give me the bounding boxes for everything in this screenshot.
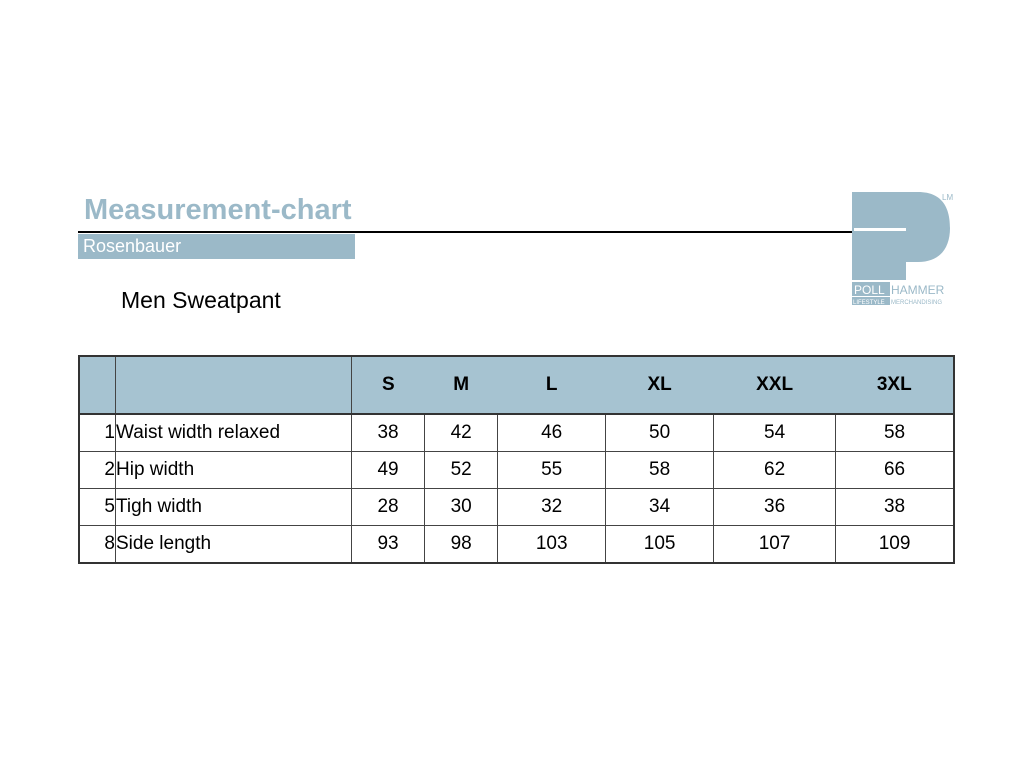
logo-p-stroke <box>854 228 906 231</box>
row-value: 93 <box>352 526 425 564</box>
row-value: 36 <box>714 489 836 526</box>
measurement-table <box>78 355 955 564</box>
row-label: Tigh width <box>116 489 352 526</box>
row-value: 49 <box>352 452 425 489</box>
table-row <box>79 452 954 489</box>
row-value: 52 <box>425 452 498 489</box>
row-value: 54 <box>714 414 836 452</box>
row-value: 28 <box>352 489 425 526</box>
header-num-cell <box>79 356 116 414</box>
logo-word-left: POLL <box>854 283 885 297</box>
row-value: 38 <box>836 489 954 526</box>
row-value: 107 <box>714 526 836 564</box>
row-value: 105 <box>606 526 714 564</box>
page-title: Measurement-chart <box>84 194 352 226</box>
size-header-row <box>79 356 954 414</box>
row-label: Side length <box>116 526 352 564</box>
header-label-cell <box>116 356 352 414</box>
row-number: 2 <box>79 452 116 489</box>
size-header: XXL <box>714 356 836 414</box>
row-value: 34 <box>606 489 714 526</box>
size-header: S <box>352 356 425 414</box>
row-number: 1 <box>79 414 116 452</box>
logo-tag-left: LIFESTYLE <box>853 300 885 306</box>
row-value: 46 <box>498 414 606 452</box>
row-value: 109 <box>836 526 954 564</box>
row-value: 58 <box>836 414 954 452</box>
logo-p-letter <box>852 192 950 280</box>
table-row <box>79 414 954 452</box>
row-value: 38 <box>352 414 425 452</box>
row-value: 58 <box>606 452 714 489</box>
size-header: L <box>498 356 606 414</box>
pollhammer-logo <box>848 190 958 308</box>
logo-tag-right: MERCHANDISING <box>891 300 943 306</box>
product-name: Men Sweatpant <box>121 287 281 313</box>
row-number: 8 <box>79 526 116 564</box>
table-row <box>79 489 954 526</box>
row-value: 42 <box>425 414 498 452</box>
size-header: 3XL <box>836 356 954 414</box>
row-value: 50 <box>606 414 714 452</box>
row-value: 32 <box>498 489 606 526</box>
row-value: 62 <box>714 452 836 489</box>
logo-word-right: HAMMER <box>891 283 945 297</box>
table-row <box>79 526 954 564</box>
row-label: Waist width relaxed <box>116 414 352 452</box>
row-value: 30 <box>425 489 498 526</box>
size-header: XL <box>606 356 714 414</box>
row-number: 5 <box>79 489 116 526</box>
row-value: 98 <box>425 526 498 564</box>
size-header: M <box>425 356 498 414</box>
customer-label: Rosenbauer <box>78 234 355 259</box>
row-label: Hip width <box>116 452 352 489</box>
row-value: 66 <box>836 452 954 489</box>
row-value: 103 <box>498 526 606 564</box>
title-divider <box>78 231 870 233</box>
logo-mark: LM <box>942 193 954 202</box>
row-value: 55 <box>498 452 606 489</box>
